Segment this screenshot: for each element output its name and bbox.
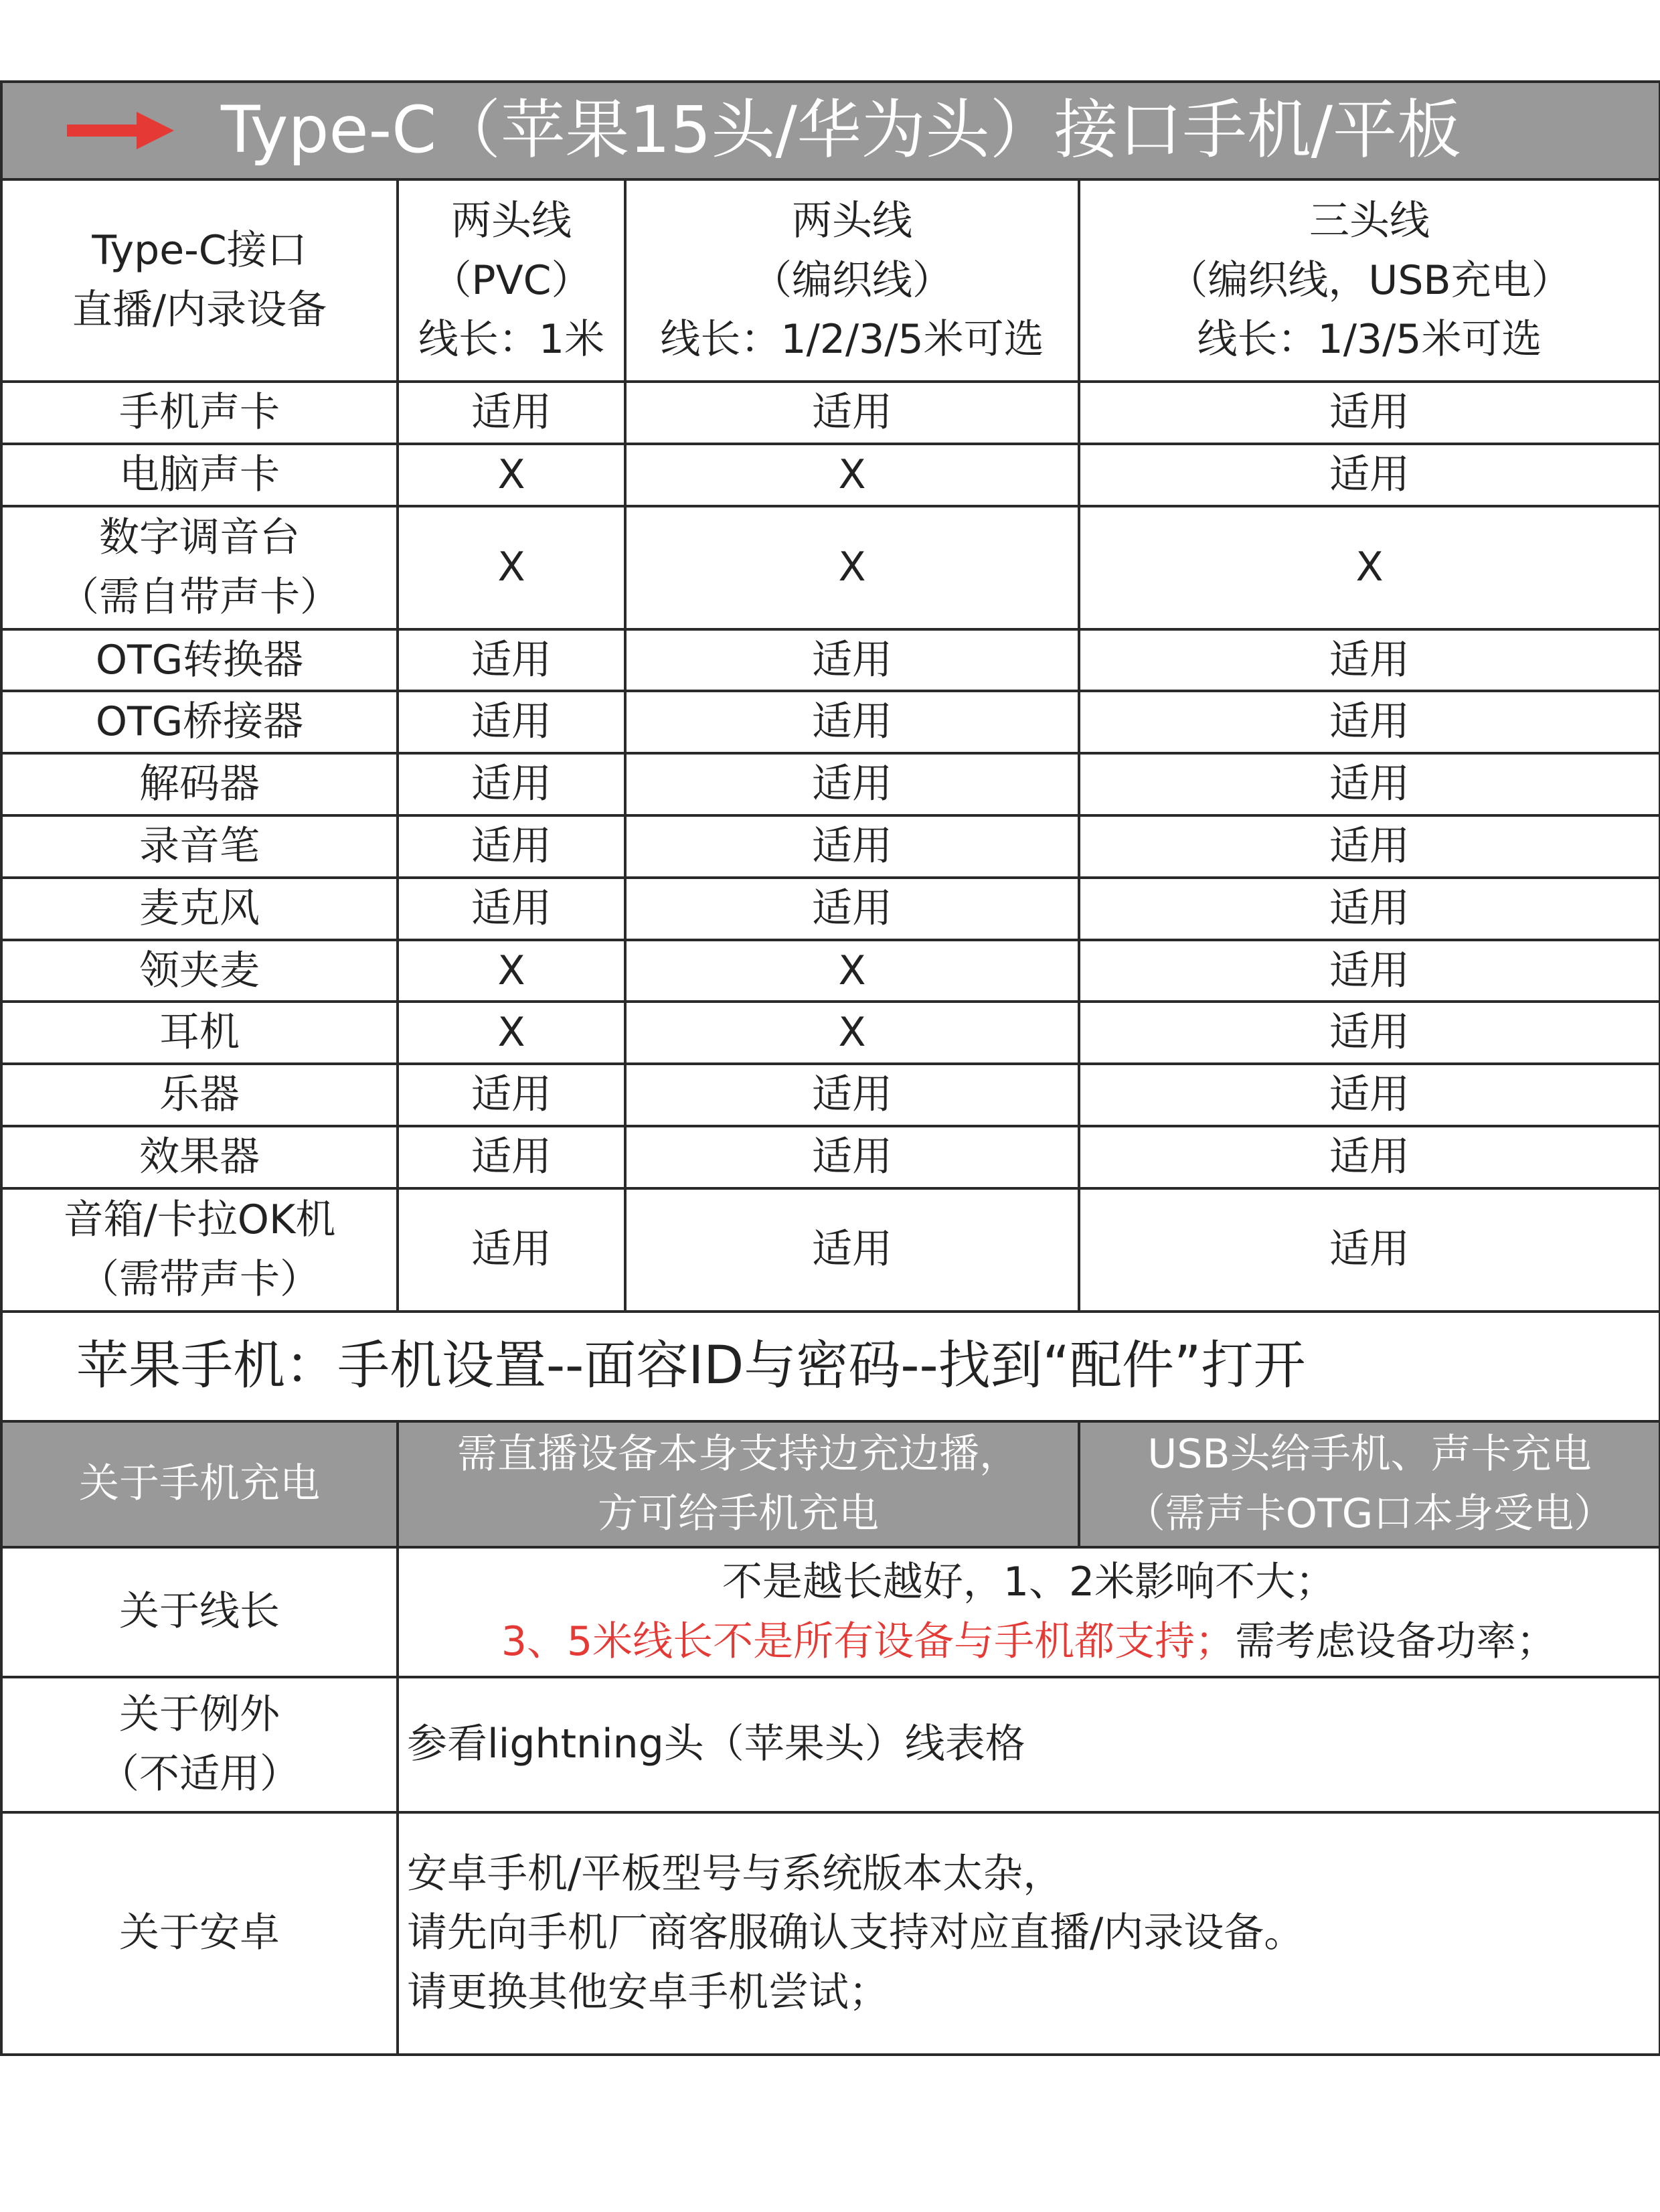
header-line: Type-C接口 bbox=[92, 227, 307, 274]
compatibility-table bbox=[0, 80, 1660, 2056]
exception-label: 关于例外 bbox=[119, 1690, 280, 1738]
compat-cell-c3: 适用 bbox=[1079, 940, 1660, 1002]
compat-cell-c2: 适用 bbox=[625, 753, 1079, 815]
compat-cell-c1: 适用 bbox=[398, 691, 625, 753]
compat-cell-c2: 适用 bbox=[625, 382, 1079, 444]
compat-cell-c2: X bbox=[625, 940, 1079, 1002]
device-name-cell bbox=[1, 1002, 398, 1064]
device-name-cell bbox=[1, 506, 398, 629]
table-row bbox=[1, 815, 1660, 878]
length-note: 需考虑设备功率； bbox=[1235, 1617, 1557, 1665]
exception-text: 参看lightning头（苹果头）线表格 bbox=[398, 1677, 1660, 1812]
compat-cell-c1: 适用 bbox=[398, 382, 625, 444]
device-name: 手机声卡 bbox=[119, 389, 280, 436]
device-name-cell bbox=[1, 382, 398, 444]
exception-row bbox=[1, 1677, 1660, 1812]
android-line: 安卓手机/平板型号与系统版本太杂， bbox=[407, 1850, 1064, 1897]
device-name: 乐器 bbox=[159, 1071, 240, 1119]
compat-cell-c1: X bbox=[398, 506, 625, 629]
compat-cell-c3: 适用 bbox=[1079, 1126, 1660, 1188]
exception-label-cell bbox=[1, 1677, 398, 1812]
table-row bbox=[1, 1064, 1660, 1126]
apple-note-row bbox=[1, 1312, 1660, 1421]
compat-cell-c1: 适用 bbox=[398, 878, 625, 940]
page-title: Type-C（苹果15头/华为头）接口手机/平板 bbox=[221, 92, 1462, 168]
device-name: 领夹麦 bbox=[139, 947, 260, 994]
compat-cell-c1: 适用 bbox=[398, 1126, 625, 1188]
device-name-cell bbox=[1, 629, 398, 692]
device-name: 耳机 bbox=[159, 1009, 240, 1056]
android-row bbox=[1, 1812, 1660, 2055]
header-line: 线长：1米 bbox=[418, 316, 605, 364]
device-name-cell bbox=[1, 691, 398, 753]
header-line: （编织线） bbox=[752, 256, 952, 304]
compat-cell-c1: X bbox=[398, 444, 625, 506]
header-line: 两头线 bbox=[451, 197, 572, 244]
compat-cell-c3: X bbox=[1079, 506, 1660, 629]
device-name: OTG桥接器 bbox=[95, 698, 304, 746]
length-row bbox=[1, 1547, 1660, 1677]
compat-cell-c3: 适用 bbox=[1079, 629, 1660, 692]
charging-right-cell bbox=[1079, 1421, 1660, 1547]
compat-cell-c1: 适用 bbox=[398, 753, 625, 815]
table-row bbox=[1, 753, 1660, 815]
charging-right-line: USB头给手机、声卡充电 bbox=[1147, 1430, 1592, 1478]
title-banner bbox=[1, 82, 1660, 179]
header-braided-cell bbox=[625, 179, 1079, 382]
android-label: 关于安卓 bbox=[1, 1812, 398, 2055]
header-pvc-cell bbox=[398, 179, 625, 382]
device-name: （需带声卡） bbox=[79, 1255, 320, 1303]
device-name: OTG转换器 bbox=[95, 636, 304, 684]
compat-cell-c1: 适用 bbox=[398, 1188, 625, 1312]
table-row bbox=[1, 1002, 1660, 1064]
compat-cell-c2: X bbox=[625, 444, 1079, 506]
compat-cell-c3: 适用 bbox=[1079, 753, 1660, 815]
device-name-cell bbox=[1, 753, 398, 815]
android-line: 请先向手机厂商客服确认支持对应直播/内录设备。 bbox=[407, 1909, 1305, 1957]
compat-cell-c3: 适用 bbox=[1079, 1188, 1660, 1312]
header-line: 三头线 bbox=[1309, 197, 1430, 244]
compat-cell-c3: 适用 bbox=[1079, 1002, 1660, 1064]
table-row bbox=[1, 506, 1660, 629]
device-name: 录音笔 bbox=[139, 822, 260, 870]
compat-cell-c2: 适用 bbox=[625, 629, 1079, 692]
header-line: （PVC） bbox=[431, 256, 592, 304]
compat-cell-c2: X bbox=[625, 1002, 1079, 1064]
compat-cell-c1: X bbox=[398, 1002, 625, 1064]
device-name: 音箱/卡拉OK机 bbox=[63, 1196, 336, 1243]
charging-right-line: （需声卡OTG口本身受电） bbox=[1125, 1490, 1614, 1537]
device-name-cell bbox=[1, 1126, 398, 1188]
device-name: （需自带声卡） bbox=[59, 573, 340, 621]
table-row bbox=[1, 691, 1660, 753]
apple-note: 苹果手机：手机设置--面容ID与密码--找到“配件”打开 bbox=[1, 1312, 1660, 1421]
compat-cell-c1: 适用 bbox=[398, 1064, 625, 1126]
device-name-cell bbox=[1, 444, 398, 506]
device-name-cell bbox=[1, 940, 398, 1002]
device-name: 电脑声卡 bbox=[119, 451, 280, 498]
header-line: 直播/内录设备 bbox=[72, 287, 327, 333]
device-name: 解码器 bbox=[139, 761, 260, 808]
compatibility-sheet bbox=[0, 80, 1659, 2056]
device-name: 麦克风 bbox=[139, 884, 260, 932]
compat-cell-c2: 适用 bbox=[625, 815, 1079, 878]
table-row bbox=[1, 382, 1660, 444]
table-row bbox=[1, 940, 1660, 1002]
table-row bbox=[1, 1126, 1660, 1188]
device-name-cell bbox=[1, 815, 398, 878]
device-name: 数字调音台 bbox=[99, 514, 300, 561]
compat-cell-c2: 适用 bbox=[625, 691, 1079, 753]
compat-cell-c2: 适用 bbox=[625, 1064, 1079, 1126]
compat-cell-c3: 适用 bbox=[1079, 1064, 1660, 1126]
header-line: 两头线 bbox=[792, 197, 912, 244]
device-name-cell bbox=[1, 1064, 398, 1126]
header-line: （编织线，USB充电） bbox=[1167, 256, 1572, 304]
android-cell bbox=[398, 1812, 1660, 2055]
length-line-2 bbox=[404, 1612, 1653, 1672]
charging-mid-cell bbox=[398, 1421, 1079, 1547]
length-warning: 3、5米线长不是所有设备与手机都支持； bbox=[501, 1617, 1236, 1665]
table-row bbox=[1, 878, 1660, 940]
compat-cell-c2: 适用 bbox=[625, 878, 1079, 940]
compat-cell-c1: X bbox=[398, 940, 625, 1002]
compat-cell-c2: X bbox=[625, 506, 1079, 629]
header-three-head-cell bbox=[1079, 179, 1660, 382]
device-name-cell bbox=[1, 1188, 398, 1312]
charging-mid-line: 需直播设备本身支持边充边播， bbox=[457, 1430, 1019, 1478]
header-row bbox=[1, 179, 1660, 382]
table-row bbox=[1, 1188, 1660, 1312]
compat-cell-c3: 适用 bbox=[1079, 382, 1660, 444]
compat-cell-c1: 适用 bbox=[398, 629, 625, 692]
length-cell bbox=[398, 1547, 1660, 1677]
header-line: 线长：1/2/3/5米可选 bbox=[660, 316, 1044, 364]
compat-cell-c2: 适用 bbox=[625, 1188, 1079, 1312]
android-line: 请更换其他安卓手机尝试； bbox=[407, 1969, 889, 2017]
header-line: 线长：1/3/5米可选 bbox=[1197, 316, 1542, 364]
arrow-right-icon bbox=[67, 116, 174, 145]
exception-label-sub: （不适用） bbox=[99, 1750, 300, 1798]
header-device-cell bbox=[1, 179, 398, 382]
compat-cell-c3: 适用 bbox=[1079, 444, 1660, 506]
table-row bbox=[1, 629, 1660, 692]
charging-label: 关于手机充电 bbox=[1, 1421, 398, 1547]
length-line-1: 不是越长越好，1、2米影响不大； bbox=[722, 1558, 1336, 1605]
compat-cell-c3: 适用 bbox=[1079, 691, 1660, 753]
length-label: 关于线长 bbox=[1, 1547, 398, 1677]
charging-row bbox=[1, 1421, 1660, 1547]
compat-cell-c2: 适用 bbox=[625, 1126, 1079, 1188]
device-name: 效果器 bbox=[139, 1133, 260, 1180]
device-name-cell bbox=[1, 878, 398, 940]
table-row bbox=[1, 444, 1660, 506]
banner-cell bbox=[1, 82, 1660, 179]
compat-cell-c3: 适用 bbox=[1079, 815, 1660, 878]
charging-mid-line: 方可给手机充电 bbox=[598, 1490, 879, 1537]
compat-cell-c3: 适用 bbox=[1079, 878, 1660, 940]
compat-cell-c1: 适用 bbox=[398, 815, 625, 878]
